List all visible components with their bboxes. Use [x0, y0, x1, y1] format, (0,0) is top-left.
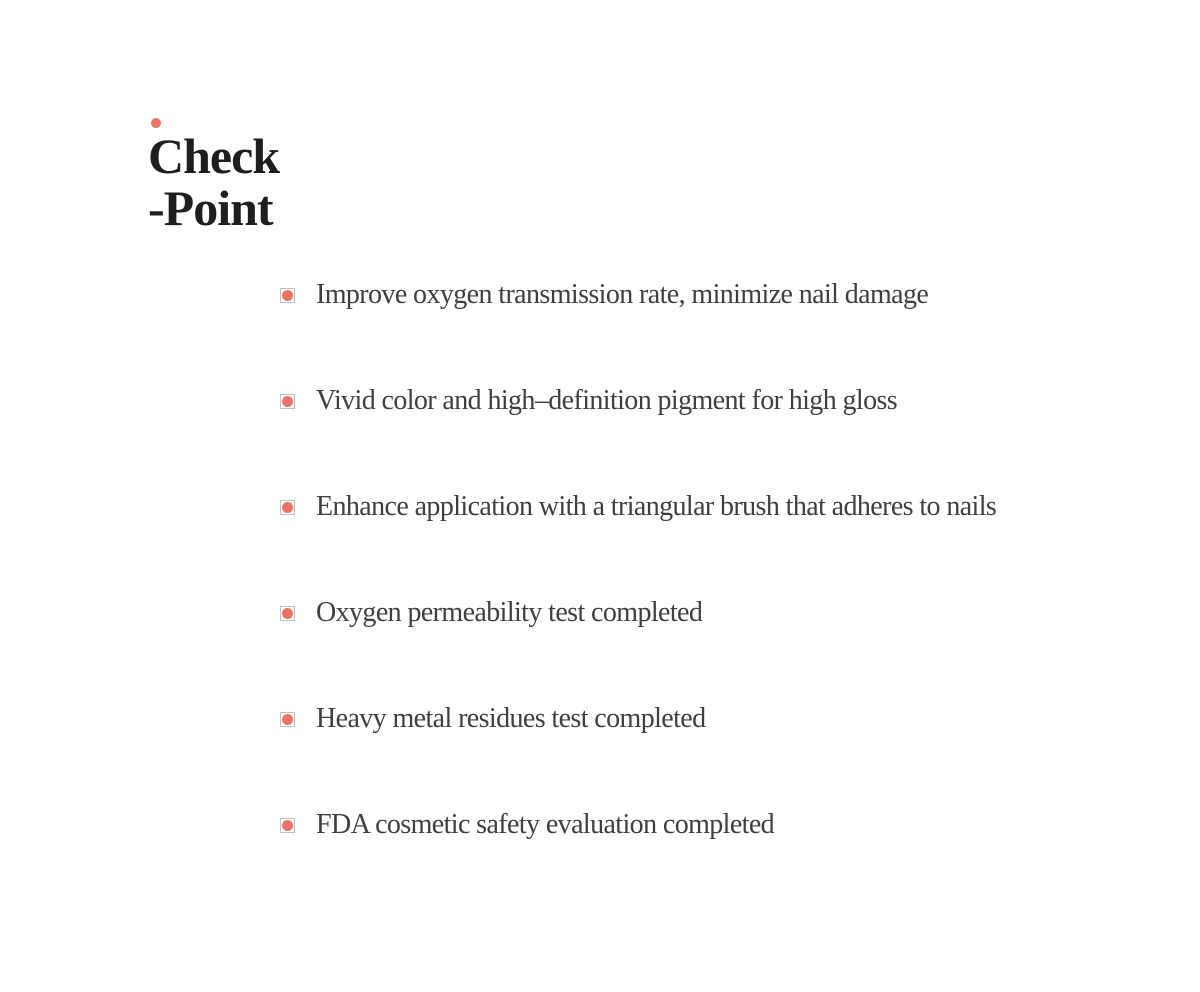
- square-dot-bullet-icon: [280, 288, 295, 303]
- checkpoint-list: [280, 277, 996, 913]
- checkpoint-item-label: Improve oxygen transmission rate, minimize nail damage: [316, 279, 929, 310]
- bullet-dot-icon: [282, 290, 293, 301]
- checkpoint-item: [280, 383, 996, 419]
- page-title-line1: Check: [148, 128, 280, 184]
- bullet-dot-icon: [282, 820, 293, 831]
- checkpoint-item: [280, 277, 996, 313]
- checkpoint-item: [280, 489, 996, 525]
- bullet-dot-icon: [282, 396, 293, 407]
- checkpoint-item-label: Oxygen permeability test completed: [316, 597, 703, 628]
- square-dot-bullet-icon: [280, 712, 295, 727]
- checkpoint-header: [148, 116, 279, 234]
- bullet-dot-icon: [282, 502, 293, 513]
- checkpoint-item-label: Vivid color and high–definition pigment for high gloss: [316, 385, 898, 416]
- bullet-dot-icon: [282, 608, 293, 619]
- page-title: [148, 116, 279, 234]
- bullet-dot-icon: [282, 714, 293, 725]
- square-dot-bullet-icon: [280, 394, 295, 409]
- square-dot-bullet-icon: [280, 500, 295, 515]
- page-title-line2: -Point: [148, 180, 273, 236]
- checkpoint-item: [280, 701, 996, 737]
- checkpoint-item: [280, 595, 996, 631]
- square-dot-bullet-icon: [280, 818, 295, 833]
- checkpoint-item-label: Heavy metal residues test completed: [316, 703, 706, 734]
- checkpoint-item: [280, 807, 996, 843]
- accent-dot-icon: [151, 118, 161, 128]
- checkpoint-item-label: FDA cosmetic safety evaluation completed: [316, 809, 775, 840]
- checkpoint-item-label: Enhance application with a triangular brush that adheres to nails: [316, 491, 997, 522]
- square-dot-bullet-icon: [280, 606, 295, 621]
